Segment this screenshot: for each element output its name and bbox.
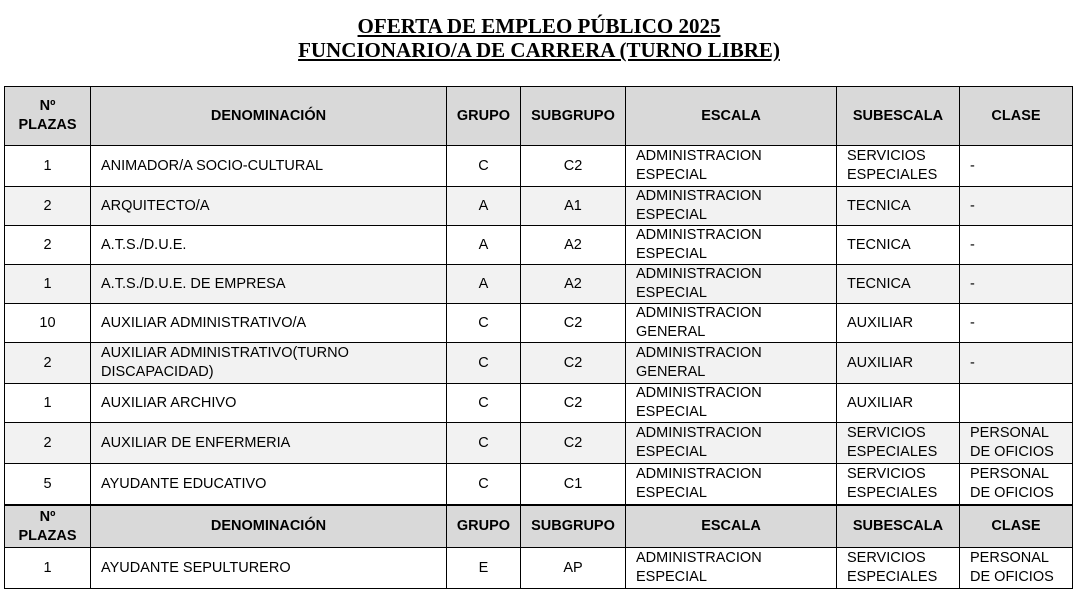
cell-subgrupo: C2 (521, 384, 626, 423)
table-row (5, 265, 1073, 304)
table-header-row (5, 506, 1073, 548)
cell-denominacion: ARQUITECTO/A (91, 187, 447, 226)
table-row (5, 226, 1073, 265)
header-plazas (5, 506, 91, 548)
table-row (5, 548, 1073, 589)
cell-denominacion: ANIMADOR/A SOCIO-CULTURAL (91, 146, 447, 187)
vacancies-table (4, 86, 1073, 505)
cell-plazas: 1 (5, 384, 91, 423)
header-clase: CLASE (960, 506, 1073, 548)
cell-grupo: C (447, 343, 521, 384)
cell-escala: ADMINISTRACION ESPECIAL (626, 146, 837, 187)
cell-escala: ADMINISTRACION ESPECIAL (626, 265, 837, 304)
cell-escala: ADMINISTRACION ESPECIAL (626, 464, 837, 505)
cell-grupo: C (447, 423, 521, 464)
cell-grupo: C (447, 304, 521, 343)
cell-plazas: 1 (5, 265, 91, 304)
header-subescala: SUBESCALA (837, 87, 960, 146)
cell-denominacion: AUXILIAR ADMINISTRATIVO(TURNO DISCAPACIDAD) (91, 343, 447, 384)
vacancies-table-2 (4, 505, 1073, 589)
cell-subescala: SERVICIOS ESPECIALES (837, 423, 960, 464)
cell-plazas: 2 (5, 226, 91, 265)
cell-plazas: 2 (5, 187, 91, 226)
cell-clase: - (960, 265, 1073, 304)
cell-subescala: TECNICA (837, 265, 960, 304)
cell-subgrupo: C2 (521, 423, 626, 464)
cell-subescala: SERVICIOS ESPECIALES (837, 548, 960, 589)
cell-subescala: SERVICIOS ESPECIALES (837, 464, 960, 505)
cell-clase: PERSONAL DE OFICIOS (960, 423, 1073, 464)
header-subescala: SUBESCALA (837, 506, 960, 548)
table-row (5, 304, 1073, 343)
cell-plazas: 1 (5, 146, 91, 187)
cell-denominacion: AUXILIAR DE ENFERMERIA (91, 423, 447, 464)
header-plazas-line2: PLAZAS (18, 527, 77, 544)
cell-grupo: C (447, 464, 521, 505)
cell-subgrupo: A2 (521, 226, 626, 265)
cell-clase: PERSONAL DE OFICIOS (960, 464, 1073, 505)
cell-subescala: SERVICIOS ESPECIALES (837, 146, 960, 187)
cell-plazas: 2 (5, 423, 91, 464)
page-title: OFERTA DE EMPLEO PÚBLICO 2025 (357, 14, 721, 38)
cell-subgrupo: C2 (521, 146, 626, 187)
header-subgrupo: SUBGRUPO (521, 87, 626, 146)
table-row (5, 146, 1073, 187)
cell-grupo: A (447, 265, 521, 304)
cell-plazas: 2 (5, 343, 91, 384)
table-row (5, 343, 1073, 384)
header-escala: ESCALA (626, 506, 837, 548)
header-plazas-line1: Nº (39, 98, 56, 114)
cell-subgrupo: A2 (521, 265, 626, 304)
cell-subescala: AUXILIAR (837, 384, 960, 423)
cell-escala: ADMINISTRACION GENERAL (626, 304, 837, 343)
cell-clase: PERSONAL DE OFICIOS (960, 548, 1073, 589)
cell-denominacion: A.T.S./D.U.E. DE EMPRESA (91, 265, 447, 304)
cell-subescala: TECNICA (837, 187, 960, 226)
cell-escala: ADMINISTRACION ESPECIAL (626, 548, 837, 589)
cell-plazas: 1 (5, 548, 91, 589)
cell-clase: - (960, 304, 1073, 343)
cell-clase (960, 384, 1073, 423)
page-subtitle: FUNCIONARIO/A DE CARRERA (TURNO LIBRE) (298, 38, 780, 62)
header-grupo: GRUPO (447, 506, 521, 548)
cell-clase: - (960, 226, 1073, 265)
cell-grupo: C (447, 384, 521, 423)
cell-clase: - (960, 343, 1073, 384)
cell-grupo: E (447, 548, 521, 589)
header-escala: ESCALA (626, 87, 837, 146)
cell-denominacion: AUXILIAR ARCHIVO (91, 384, 447, 423)
table-row (5, 384, 1073, 423)
cell-clase: - (960, 146, 1073, 187)
cell-denominacion: AUXILIAR ADMINISTRATIVO/A (91, 304, 447, 343)
table-row (5, 423, 1073, 464)
cell-subescala: TECNICA (837, 226, 960, 265)
header-plazas (5, 87, 91, 146)
cell-plazas: 10 (5, 304, 91, 343)
cell-grupo: A (447, 187, 521, 226)
table-row (5, 464, 1073, 505)
header-plazas-line1: Nº (39, 508, 56, 525)
cell-subescala: AUXILIAR (837, 343, 960, 384)
cell-grupo: A (447, 226, 521, 265)
cell-subescala: AUXILIAR (837, 304, 960, 343)
cell-clase: - (960, 187, 1073, 226)
cell-subgrupo: C1 (521, 464, 626, 505)
header-denominacion: DENOMINACIÓN (91, 506, 447, 548)
cell-escala: ADMINISTRACION ESPECIAL (626, 384, 837, 423)
cell-escala: ADMINISTRACION ESPECIAL (626, 423, 837, 464)
cell-plazas: 5 (5, 464, 91, 505)
cell-escala: ADMINISTRACION ESPECIAL (626, 226, 837, 265)
header-grupo: GRUPO (447, 87, 521, 146)
header-plazas-line2: PLAZAS (18, 117, 77, 133)
cell-subgrupo: AP (521, 548, 626, 589)
cell-denominacion: AYUDANTE EDUCATIVO (91, 464, 447, 505)
table-header-row (5, 87, 1073, 146)
header-denominacion: DENOMINACIÓN (91, 87, 447, 146)
cell-subgrupo: C2 (521, 343, 626, 384)
cell-escala: ADMINISTRACION GENERAL (626, 343, 837, 384)
header-subgrupo: SUBGRUPO (521, 506, 626, 548)
cell-subgrupo: A1 (521, 187, 626, 226)
cell-grupo: C (447, 146, 521, 187)
table-row (5, 187, 1073, 226)
cell-subgrupo: C2 (521, 304, 626, 343)
cell-denominacion: A.T.S./D.U.E. (91, 226, 447, 265)
header-clase: CLASE (960, 87, 1073, 146)
cell-denominacion: AYUDANTE SEPULTURERO (91, 548, 447, 589)
cell-escala: ADMINISTRACION ESPECIAL (626, 187, 837, 226)
